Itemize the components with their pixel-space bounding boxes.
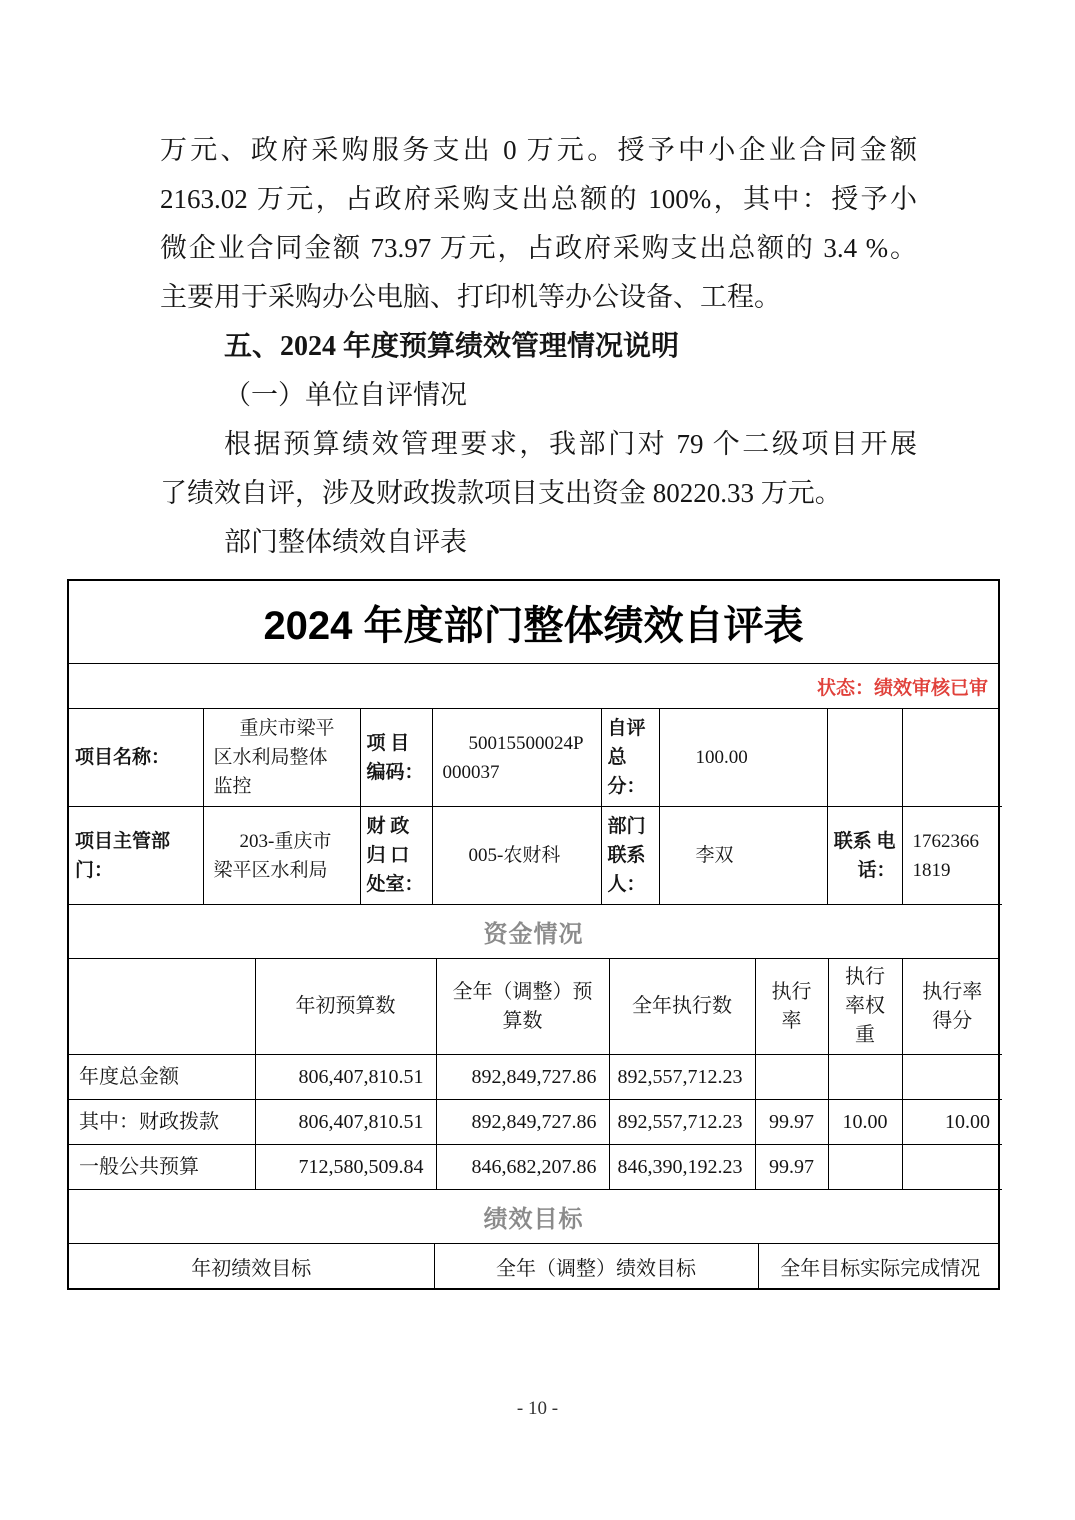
initial-budget-value: 806,407,810.51 [255,1100,436,1145]
finance-office-value: 005-农财科 [432,807,601,905]
col-header-adjusted-budget: 全年（调整）预算数 [436,959,609,1055]
selfeval-table [67,579,1000,1290]
corner-cell [69,959,255,1055]
contact-phone-label: 联系 电话： [827,807,902,905]
col-header-executed: 全年执行数 [609,959,755,1055]
col-header-initial-goal: 年初绩效目标 [69,1244,434,1288]
executed-value: 892,557,712.23 [609,1100,755,1145]
body-text [160,0,917,567]
executed-value: 846,390,192.23 [609,1145,755,1190]
supervising-dept-label: 项目主管部门： [69,807,203,905]
col-header-exec-rate-weight: 执行率权重 [828,959,902,1055]
project-info-table [69,709,1002,905]
sub-heading: （一）单位自评情况 [224,380,467,410]
goals-table [69,1244,1002,1288]
adjusted-budget-value: 892,849,727.86 [436,1100,609,1145]
paragraph-line: 根据预算绩效管理要求，我部门对 79 个二级项目开展 [224,429,917,459]
table-caption: 部门整体绩效自评表 [224,527,467,557]
contact-phone-value: 17623661819 [902,807,1002,905]
project-name-value: 重庆市梁平区水利局整体监控 [203,709,360,807]
funding-table [69,959,1002,1190]
exec-rate-score-value: 10.00 [902,1100,1002,1145]
contact-person-label: 部门联系人： [601,807,659,905]
table-title: 2024 年度部门整体绩效自评表 [69,581,998,664]
project-code-value: 50015500024P000037 [432,709,601,807]
exec-rate-value: 99.97 [755,1145,828,1190]
supervising-dept-value: 203-重庆市梁平区水利局 [203,807,360,905]
col-header-exec-rate-score: 执行率得分 [902,959,1002,1055]
project-code-label: 项 目 编码： [360,709,432,807]
self-score-value: 100.00 [659,709,827,807]
row-label: 一般公共预算 [69,1145,255,1190]
exec-rate-value: 99.97 [755,1100,828,1145]
funding-section-banner: 资金情况 [69,905,998,959]
exec-rate-score-value [902,1145,1002,1190]
self-score-label: 自评总分： [601,709,659,807]
col-header-exec-rate: 执行率 [755,959,828,1055]
contact-person-value: 李双 [659,807,827,905]
page-number: - 10 - [516,1398,559,1419]
adjusted-budget-value: 846,682,207.86 [436,1145,609,1190]
goals-section-banner: 绩效目标 [69,1190,998,1244]
col-header-goal-completion: 全年目标实际完成情况 [758,1244,1002,1288]
funding-header-row [69,959,1002,1055]
row-label: 年度总金额 [69,1055,255,1100]
executed-value: 892,557,712.23 [609,1055,755,1100]
exec-rate-weight-value [828,1145,902,1190]
col-header-initial-budget: 年初预算数 [255,959,436,1055]
intro-line: 万元、政府采购服务支出 0 万元。授予中小企业合同金额 [160,135,917,165]
intro-line: 微企业合同金额 73.97 万元，占政府采购支出总额的 3.4 %。 [160,233,917,263]
paragraph-line: 了绩效自评，涉及财政拨款项目支出资金 80220.33 万元。 [160,478,842,508]
project-name-label: 项目名称： [69,709,203,807]
intro-line: 2163.02 万元，占政府采购支出总额的 100%，其中：授予小 [160,184,917,214]
funding-row-fiscal [69,1100,1002,1145]
exec-rate-score-value [902,1055,1002,1100]
status-badge: 状态：绩效审核已审 [69,664,998,709]
col-header-adjusted-goal: 全年（调整）绩效目标 [434,1244,758,1288]
exec-rate-weight-value [828,1055,902,1100]
initial-budget-value: 712,580,509.84 [255,1145,436,1190]
goals-header-row [69,1244,1002,1288]
row-label: 其中：财政拨款 [69,1100,255,1145]
info-row-department [69,807,1002,905]
section-heading: 五、2024 年度预算绩效管理情况说明 [224,331,680,362]
adjusted-budget-value: 892,849,727.86 [436,1055,609,1100]
empty-cell [902,709,1002,807]
funding-row-public-budget [69,1145,1002,1190]
info-row-project [69,709,1002,807]
initial-budget-value: 806,407,810.51 [255,1055,436,1100]
exec-rate-weight-value: 10.00 [828,1100,902,1145]
empty-cell [827,709,902,807]
intro-line: 主要用于采购办公电脑、打印机等办公设备、工程。 [160,282,781,312]
funding-row-total [69,1055,1002,1100]
finance-office-label: 财 政 归 口 处室： [360,807,432,905]
exec-rate-value [755,1055,828,1100]
